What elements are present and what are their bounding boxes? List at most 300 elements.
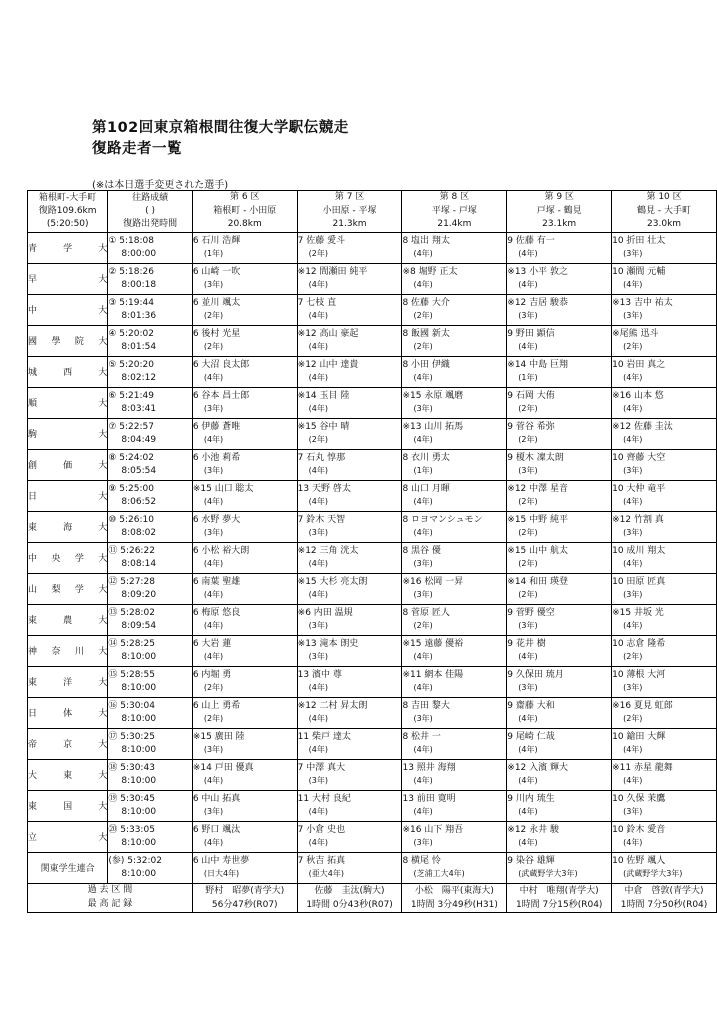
runner-name: 9 久保田 琉月: [507, 670, 564, 681]
start-time: 8:10:00: [121, 713, 157, 724]
table-row: [28, 635, 717, 666]
table-row: [28, 542, 717, 573]
record-cell-leg-6: [192, 883, 297, 913]
runner-name: 8 菅原 匠人: [402, 608, 450, 619]
start-time: 8:08:02: [121, 527, 157, 538]
university-name: 神 奈 川 大: [28, 635, 108, 666]
runner-cell-leg-7: [297, 635, 402, 666]
table-header: [28, 191, 717, 233]
start-time: 8:00:00: [121, 248, 157, 259]
header-leg-7: 第 7 区 小田原 - 平塚 21.3km: [297, 191, 402, 233]
header-leg-6: 第 6 区 箱根町 - 小田原 20.8km: [192, 191, 297, 233]
runner-cell-leg-10: [612, 821, 717, 852]
runner-name: ※14 和田 瑛登: [507, 577, 568, 588]
runner-cell-leg-9: [507, 542, 612, 573]
runner-name: 8 黒谷 優: [402, 546, 441, 557]
runner-cell-leg-8: [402, 604, 507, 635]
runner-year: (1年): [203, 249, 224, 259]
runner-cell-leg-9: [507, 387, 612, 418]
runner-cell-leg-8: [402, 759, 507, 790]
runner-cell-leg-6: [192, 604, 297, 635]
runner-cell-leg-7: [297, 852, 402, 883]
runner-cell-leg-10: [612, 852, 717, 883]
runner-name: ※12 中澤 星音: [507, 484, 568, 495]
runner-cell-leg-9: [507, 604, 612, 635]
runner-name: 6 山上 勇希: [192, 701, 241, 712]
university-name: 國 學 院 大: [28, 325, 108, 356]
runner-year: (2年): [413, 342, 433, 352]
runner-name: ※15 中野 純平: [507, 515, 568, 526]
runner-year: (4年): [413, 807, 433, 817]
runner-year: (2年): [203, 342, 224, 352]
runner-cell-leg-10: [612, 573, 717, 604]
runner-cell-leg-8: [402, 542, 507, 573]
runner-year: (1年): [413, 466, 433, 476]
note-text: (※は本日選手変更された選手): [92, 180, 229, 191]
outbound-rank-time: ③ 5:19:44: [108, 297, 154, 308]
runner-name: ※12 二村 昇太朗: [297, 701, 368, 712]
runner-cell-leg-10: [612, 263, 717, 294]
runner-name: ※13 山川 拓馬: [402, 422, 464, 433]
outbound-rank-time: ⑲ 5:30:45: [108, 793, 155, 804]
runner-cell-leg-7: [297, 480, 402, 511]
runner-name: ※12 永井 駿: [507, 825, 559, 836]
runner-name: 8 佐藤 大介: [402, 298, 450, 309]
runner-name: 10 薄根 大河: [612, 670, 666, 681]
runner-year: (3年): [413, 404, 433, 414]
runner-cell-leg-9: [507, 852, 612, 883]
start-time: 8:10:00: [121, 775, 157, 786]
outbound-result-and-start-time: [108, 449, 192, 480]
outbound-result-and-start-time: [108, 542, 192, 573]
runner-year: (4年): [623, 373, 643, 383]
runner-name: 10 久保 茉鷹: [612, 794, 666, 805]
runner-year: (4年): [203, 435, 224, 445]
runner-name: 8 塩出 翔太: [402, 236, 450, 247]
runner-year: (2年): [518, 497, 538, 507]
runner-year: (4年): [518, 776, 538, 786]
runner-cell-leg-10: [612, 697, 717, 728]
university-name: 東 海 大: [28, 511, 108, 542]
outbound-rank-time: ⑫ 5:27:28: [108, 576, 155, 587]
table-row: [28, 387, 717, 418]
runner-name: ※13 吉中 祐太: [612, 298, 673, 309]
outbound-rank-time: ⑮ 5:28:55: [108, 669, 155, 680]
runner-name: 6 内堀 勇: [192, 670, 232, 681]
runner-cell-leg-9: [507, 635, 612, 666]
outbound-result-and-start-time: [108, 232, 192, 263]
runner-year: (2年): [623, 342, 643, 352]
runner-cell-leg-6: [192, 852, 297, 883]
outbound-result-and-start-time: [108, 263, 192, 294]
runner-name: ※15 大杉 亮太朗: [297, 577, 368, 588]
runner-name: 7 石丸 惇那: [297, 453, 346, 464]
runner-year: (3年): [413, 714, 433, 724]
runner-cell-leg-6: [192, 325, 297, 356]
runner-name: 11 柴戸 達太: [297, 732, 351, 743]
university-name: 帝 京 大: [28, 728, 108, 759]
runner-cell-leg-9: [507, 790, 612, 821]
runner-name: 13 天野 啓太: [297, 484, 351, 495]
runner-cell-leg-7: [297, 387, 402, 418]
runner-cell-leg-6: [192, 511, 297, 542]
runner-name: 9 花井 樹: [507, 639, 546, 650]
start-time: 8:01:54: [121, 341, 157, 352]
runner-cell-leg-6: [192, 697, 297, 728]
runner-year: (4年): [413, 745, 433, 755]
runner-name: 8 吉田 黎大: [402, 701, 450, 712]
runner-year: (日大4年): [203, 869, 240, 879]
runner-name: ※13 小平 敦之: [507, 267, 568, 278]
runner-cell-leg-10: [612, 604, 717, 635]
outbound-result-and-start-time: [108, 387, 192, 418]
start-time: 8:09:20: [121, 589, 157, 600]
runner-year: (3年): [308, 776, 328, 786]
runner-year: (3年): [623, 466, 643, 476]
record-time: 1時間 0分43秒(R07): [306, 899, 393, 910]
record-cell-leg-7: [297, 883, 402, 913]
runner-cell-leg-7: [297, 697, 402, 728]
runner-cell-leg-10: [612, 790, 717, 821]
outbound-result-and-start-time: [108, 356, 192, 387]
table-row: [28, 666, 717, 697]
runner-year: (4年): [308, 497, 328, 507]
header-row: [28, 191, 717, 233]
runner-year: (3年): [623, 249, 643, 259]
runner-cell-leg-10: [612, 666, 717, 697]
runner-cell-leg-8: [402, 232, 507, 263]
runner-name: ※12 佐藤 圭汰: [612, 422, 673, 433]
runner-cell-leg-9: [507, 697, 612, 728]
runner-year: (亜大4年): [308, 869, 344, 879]
runner-cell-leg-7: [297, 542, 402, 573]
university-name: 立 大: [28, 821, 108, 852]
runner-name: 6 大沼 良太郎: [192, 360, 250, 371]
runner-cell-leg-9: [507, 480, 612, 511]
runner-cell-leg-7: [297, 604, 402, 635]
runner-year: (4年): [413, 652, 433, 662]
runner-year: (4年): [308, 590, 328, 600]
runner-name: ※尾熊 迅斗: [612, 329, 659, 340]
runner-cell-leg-6: [192, 790, 297, 821]
runner-year: (2年): [518, 404, 538, 414]
runner-year: (4年): [203, 559, 224, 569]
record-label-line-1: 過 去 区 間: [87, 885, 133, 896]
outbound-result-and-start-time: [108, 418, 192, 449]
runner-year: (3年): [308, 621, 328, 631]
outbound-result-and-start-time: [108, 294, 192, 325]
runner-name: ※15 永原 颯磨: [402, 391, 464, 402]
runner-year: (4年): [308, 807, 328, 817]
university-name: 早 大: [28, 263, 108, 294]
start-time: 8:06:52: [121, 496, 157, 507]
runner-year: (2年): [308, 249, 328, 259]
runner-year: (3年): [203, 528, 224, 538]
runner-name: 8 ロヨマンシュモン: [402, 515, 483, 526]
runner-name: 6 後村 光星: [192, 329, 241, 340]
outbound-rank-time: ⑧ 5:24:02: [108, 452, 154, 463]
outbound-result-and-start-time: [108, 728, 192, 759]
header-leg-9: 第 9 区 戸塚 - 鶴見 23.1km: [507, 191, 612, 233]
table-row: [28, 232, 717, 263]
header-leg-10: 第 10 区 鶴見 - 大手町 23.0km: [612, 191, 717, 233]
outbound-result-and-start-time: [108, 511, 192, 542]
runner-name: 6 小池 莉希: [192, 453, 241, 464]
runner-name: 6 伊藤 蒼唯: [192, 422, 241, 433]
runner-cell-leg-10: [612, 542, 717, 573]
university-name: 大 東 大: [28, 759, 108, 790]
runner-cell-leg-8: [402, 635, 507, 666]
start-time: 8:05:54: [121, 465, 157, 476]
runner-name: 6 並川 颯太: [192, 298, 241, 309]
start-time: 8:03:41: [121, 403, 157, 414]
runner-year: (4年): [203, 590, 224, 600]
runner-year: (4年): [413, 280, 433, 290]
record-holder: 中村 唯翔(青学大): [519, 885, 599, 896]
runner-name: 6 小松 裕大朗: [192, 546, 250, 557]
runner-year: (3年): [308, 528, 328, 538]
runner-cell-leg-10: [612, 635, 717, 666]
table-row: [28, 759, 717, 790]
start-time: 8:10:00: [121, 806, 157, 817]
runner-cell-leg-8: [402, 511, 507, 542]
runner-year: (4年): [413, 373, 433, 383]
runner-cell-leg-9: [507, 294, 612, 325]
runners-table: [27, 190, 717, 913]
outbound-rank-time: ⑱ 5:30:43: [108, 762, 155, 773]
runner-name: 6 中山 拓真: [192, 794, 241, 805]
title-line-1: 第102回東京箱根間往復大学駅伝競走: [92, 120, 349, 136]
runner-cell-leg-8: [402, 325, 507, 356]
runner-name: ※12 高山 豪起: [297, 329, 359, 340]
runner-name: 10 岩田 真之: [612, 360, 666, 371]
outbound-result-and-start-time: [108, 480, 192, 511]
runner-cell-leg-8: [402, 573, 507, 604]
runner-name: 9 石岡 大侑: [507, 391, 555, 402]
table-row: [28, 728, 717, 759]
runner-year: (2年): [518, 528, 538, 538]
runner-year: (4年): [623, 745, 643, 755]
runner-year: (4年): [308, 745, 328, 755]
title-line-2: 復路走者一覧: [92, 141, 182, 158]
runner-year: (4年): [413, 249, 433, 259]
runner-name: 9 尾崎 仁哉: [507, 732, 555, 743]
runner-name: ※15 廣田 陸: [192, 732, 245, 743]
runner-cell-leg-9: [507, 449, 612, 480]
outbound-result-and-start-time: [108, 852, 192, 883]
runner-cell-leg-6: [192, 666, 297, 697]
table-row: [28, 604, 717, 635]
runner-name: ※6 内田 温規: [297, 608, 353, 619]
start-time: 8:10:00: [121, 868, 157, 879]
runner-year: (4年): [413, 776, 433, 786]
runner-name: ※11 網本 佳陽: [402, 670, 464, 681]
university-name: 城 西 大: [28, 356, 108, 387]
runner-year: (2年): [623, 714, 643, 724]
table-row: [28, 852, 717, 883]
runner-year: (4年): [308, 466, 328, 476]
runner-cell-leg-7: [297, 232, 402, 263]
runner-cell-leg-6: [192, 356, 297, 387]
runner-name: 8 飯國 新太: [402, 329, 450, 340]
runner-year: (2年): [413, 621, 433, 631]
outbound-rank-time: ⑰ 5:30:25: [108, 731, 155, 742]
table-row: [28, 449, 717, 480]
runner-year: (4年): [518, 342, 538, 352]
runner-cell-leg-7: [297, 666, 402, 697]
runner-year: (4年): [413, 528, 433, 538]
runner-year: (4年): [203, 776, 224, 786]
university-name: 山 梨 学 大: [28, 573, 108, 604]
outbound-rank-time: ⑩ 5:26:10: [108, 514, 154, 525]
runner-name: 13 照井 海翔: [402, 763, 456, 774]
runner-year: (4年): [518, 280, 538, 290]
outbound-rank-time: ① 5:18:08: [108, 235, 154, 246]
outbound-rank-time: (参) 5:32:02: [108, 855, 162, 866]
start-time: 8:10:00: [121, 651, 157, 662]
runner-cell-leg-7: [297, 821, 402, 852]
outbound-rank-time: ⑪ 5:26:22: [108, 545, 155, 556]
runner-name: 9 佐藤 有一: [507, 236, 555, 247]
runner-cell-leg-8: [402, 480, 507, 511]
runner-cell-leg-7: [297, 511, 402, 542]
university-name: 青 学 大: [28, 232, 108, 263]
runner-name: 6 南葉 聖雄: [192, 577, 241, 588]
runner-cell-leg-8: [402, 852, 507, 883]
runner-year: (4年): [203, 838, 224, 848]
runner-year: (3年): [623, 683, 643, 693]
table-row: [28, 418, 717, 449]
runner-year: (3年): [203, 745, 224, 755]
runner-year: (3年): [623, 311, 643, 321]
runner-year: (4年): [518, 745, 538, 755]
runner-year: (3年): [518, 683, 538, 693]
record-holder: 野村 昭夢(青学大): [205, 885, 285, 896]
runner-year: (4年): [308, 342, 328, 352]
runner-name: ※12 竹割 真: [612, 515, 664, 526]
runner-name: 8 横尾 怜: [402, 856, 441, 867]
runner-cell-leg-7: [297, 728, 402, 759]
runner-name: 6 谷本 昌士郎: [192, 391, 250, 402]
runner-name: ※15 山口 聡太: [192, 484, 254, 495]
runner-name: 8 山口 月暉: [402, 484, 450, 495]
runner-cell-leg-8: [402, 418, 507, 449]
runner-cell-leg-9: [507, 263, 612, 294]
runner-cell-leg-6: [192, 449, 297, 480]
runner-cell-leg-10: [612, 294, 717, 325]
runner-year: (3年): [203, 807, 224, 817]
table-body: [28, 232, 717, 913]
runner-year: (4年): [623, 776, 643, 786]
record-time: 1時間 7分50秒(R04): [620, 899, 708, 910]
runner-year: (2年): [203, 714, 224, 724]
runner-name: 10 鈴木 愛音: [612, 825, 666, 836]
runner-cell-leg-6: [192, 480, 297, 511]
runner-name: 9 齋藤 大和: [507, 701, 555, 712]
start-time: 8:10:00: [121, 682, 157, 693]
runner-cell-leg-8: [402, 263, 507, 294]
runner-cell-leg-8: [402, 356, 507, 387]
runner-year: (4年): [518, 652, 538, 662]
runner-cell-leg-9: [507, 821, 612, 852]
runner-year: (2年): [413, 311, 433, 321]
runner-cell-leg-10: [612, 449, 717, 480]
outbound-rank-time: ⑤ 5:20:20: [108, 359, 154, 370]
runner-year: (3年): [518, 466, 538, 476]
university-name: 中 大: [28, 294, 108, 325]
runner-cell-leg-8: [402, 449, 507, 480]
runner-cell-leg-8: [402, 790, 507, 821]
runner-name: 8 衣川 勇太: [402, 453, 450, 464]
table-row: [28, 511, 717, 542]
runner-name: 10 志倉 隆希: [612, 639, 666, 650]
runner-year: (2年): [308, 435, 328, 445]
runner-year: (4年): [623, 838, 643, 848]
university-name: 東 国 大: [28, 790, 108, 821]
outbound-rank-time: ④ 5:20:02: [108, 328, 154, 339]
runner-name: ※15 遠藤 優裕: [402, 639, 464, 650]
runner-cell-leg-10: [612, 418, 717, 449]
runner-year: (3年): [623, 528, 643, 538]
runner-year: (3年): [203, 466, 224, 476]
runner-cell-leg-9: [507, 418, 612, 449]
runner-name: 8 小田 伊織: [402, 360, 450, 371]
runner-cell-leg-8: [402, 821, 507, 852]
runner-name: 7 中澤 真大: [297, 763, 346, 774]
runner-year: (3年): [518, 621, 538, 631]
outbound-rank-time: ⑬ 5:28:02: [108, 607, 155, 618]
runner-cell-leg-8: [402, 666, 507, 697]
outbound-result-and-start-time: [108, 697, 192, 728]
runner-cell-leg-9: [507, 759, 612, 790]
runner-name: 10 大仲 竜平: [612, 484, 666, 495]
runner-name: 9 菅野 優空: [507, 608, 555, 619]
runner-year: (4年): [203, 373, 224, 383]
runner-cell-leg-7: [297, 294, 402, 325]
runner-cell-leg-7: [297, 573, 402, 604]
runner-name: ※16 夏見 虹郎: [612, 701, 673, 712]
runner-name: ※8 堀野 正太: [402, 267, 458, 278]
runner-cell-leg-9: [507, 573, 612, 604]
runner-name: 10 佐野 颯人: [612, 856, 666, 867]
runner-cell-leg-7: [297, 449, 402, 480]
runner-year: (武蔵野学大3年): [518, 869, 578, 879]
runner-cell-leg-8: [402, 728, 507, 759]
runner-cell-leg-6: [192, 635, 297, 666]
header-course: 箱根町-大手町 復路109.6km (5:20:50): [28, 191, 108, 233]
runner-cell-leg-9: [507, 356, 612, 387]
runner-cell-leg-7: [297, 790, 402, 821]
runner-cell-leg-7: [297, 263, 402, 294]
runner-name: ※14 戸田 優真: [192, 763, 254, 774]
runner-name: ※14 中島 巨翔: [507, 360, 568, 371]
runner-cell-leg-6: [192, 821, 297, 852]
runner-name: 10 折田 壮太: [612, 236, 666, 247]
runner-name: 6 大岩 蓮: [192, 639, 232, 650]
start-time: 8:09:54: [121, 620, 157, 631]
runner-name: 9 野田 顕信: [507, 329, 555, 340]
outbound-rank-time: ⑥ 5:21:49: [108, 390, 154, 401]
runner-cell-leg-9: [507, 325, 612, 356]
outbound-rank-time: ⑯ 5:30:04: [108, 700, 155, 711]
start-time: 8:02:12: [121, 372, 157, 383]
record-label: [28, 883, 193, 913]
runner-year: (4年): [308, 373, 328, 383]
runner-cell-leg-10: [612, 511, 717, 542]
runner-name: ※12 三角 洸太: [297, 546, 359, 557]
runner-year: (武蔵野学大3年): [623, 869, 683, 879]
runner-name: 6 野口 颯汰: [192, 825, 241, 836]
